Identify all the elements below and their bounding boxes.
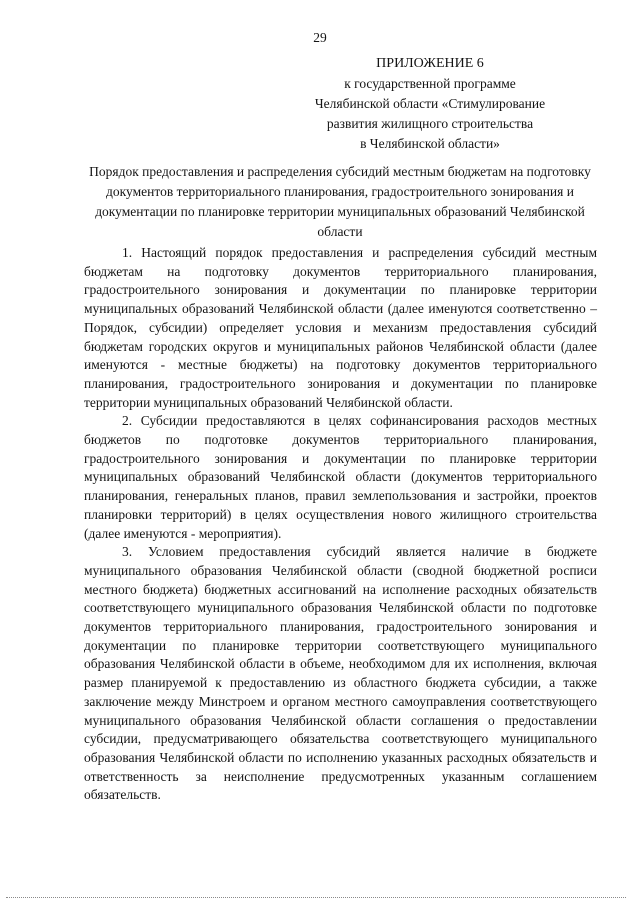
appendix-line: Челябинской области «Стимулирование <box>314 96 546 111</box>
appendix-line: в Челябинской области» <box>360 136 500 151</box>
appendix-line: развития жилищного строительства <box>326 116 534 131</box>
paragraph-3: 3. Условием предоставления субсидий является наличие в бюджете муниципального образования Челябинской области (сводной бюджетной росписи местного бюджета) бюджетных ассигнований на исполнение расходных обязательств соответствующего муниципального образования Челябинской области по подготовке документов территориального планирования, градостроительного зонирования и документации по планировке территории соответствующего муниципального образования Челябинской области в объеме, необходимом для их исполнения, включая размер планируемой к предоставлению из областного бюджета субсидии, а также заключение между Минстроем и органом местного самоуправления соответствующего муниципального образования Челябинской области соглашения о предоставлении субсидии, предусматривающего обязательства соответствующего муниципального образования Челябинской области по исполнению указанных расходных обязательств и ответственность за неисполнение предусмотренных указанным соглашением обязательств. <box>84 544 597 803</box>
appendix-line: к государственной программе <box>344 76 516 91</box>
document-body <box>84 244 597 805</box>
document-title: Порядок предоставления и распределения субсидий местным бюджетам на подготовку документов территориального планирования, градостроительного зонирования и документации по планировке территории муниципальных образований Челябинской области <box>89 164 591 239</box>
paragraph-1: 1. Настоящий порядок предоставления и распределения субсидий местным бюджетам на подготовку документов территориального планирования, градостроительного зонирования и документации по планировке территории муниципальных образований Челябинской области (далее именуются соответственно – Порядок, субсидии) определяет условия и механизм предоставления субсидий бюджетам городских округов и муниципальных районов Челябинской области (далее именуются - местные бюджеты) на подготовку документов территориального планирования, градостроительного зонирования и документации по планировке территории муниципальных образований Челябинской области. <box>84 245 597 410</box>
page-number: 29 <box>313 30 327 45</box>
appendix-block <box>300 54 560 154</box>
paragraph-2: 2. Субсидии предоставляются в целях софинансирования расходов местных бюджетов по подготовке документов территориального планирования, градостроительного зонирования и документации по планировке территории муниципальных образований Челябинской области (документов территориального планирования, генеральных планов, правил землепользования и застройки, проектов планировки территорий) в целях осуществления нового жилищного строительства (далее именуются - мероприятия). <box>84 413 597 541</box>
appendix-heading: ПРИЛОЖЕНИЕ 6 <box>376 56 484 71</box>
page-bottom-edge <box>6 897 626 898</box>
